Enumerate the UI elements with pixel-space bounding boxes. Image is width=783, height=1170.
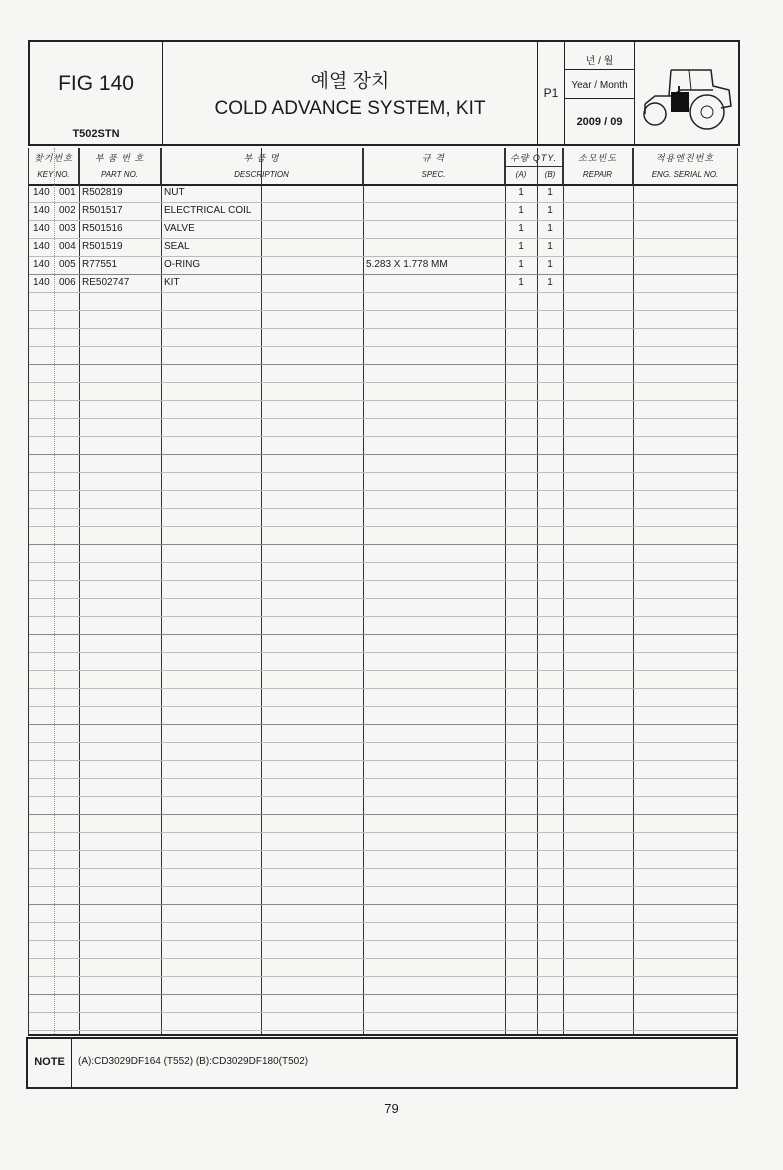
row-rule — [29, 940, 737, 941]
cell-part: R501516 — [82, 223, 123, 234]
header-part-english: PART NO. — [100, 170, 139, 179]
row-rule — [29, 580, 737, 581]
row-rule — [29, 868, 737, 869]
row-rule — [29, 400, 737, 401]
row-rule — [29, 1030, 737, 1031]
cell-qb: 1 — [547, 241, 553, 252]
table-row — [29, 238, 737, 256]
figure-title: FIG 140 — [58, 72, 134, 95]
cell-qa: 1 — [518, 259, 524, 270]
row-rule — [29, 1012, 737, 1013]
cell-qb: 1 — [547, 223, 553, 234]
row-rule — [29, 562, 737, 563]
header-qty — [505, 148, 563, 184]
header-block — [28, 40, 740, 146]
title-korean: 예열 장치 — [310, 71, 390, 92]
cell-desc: SEAL — [164, 241, 190, 252]
page-label: P1 — [543, 86, 559, 100]
cell-desc: KIT — [164, 277, 180, 288]
header-key-korean: 찾기번호 — [34, 153, 73, 163]
header-serial — [633, 148, 737, 184]
cell-item: 005 — [59, 259, 76, 270]
row-rule — [29, 616, 737, 617]
row-rule — [29, 904, 737, 905]
row-rule — [29, 850, 737, 851]
table-row — [29, 184, 737, 202]
header-spec-english: SPEC. — [421, 170, 446, 179]
row-rule — [29, 526, 737, 527]
header-spec — [363, 148, 505, 184]
header-desc-korean: 부 품 명 — [243, 153, 280, 163]
date-label-korean: 년 / 월 — [585, 56, 614, 67]
table-row — [29, 220, 737, 238]
row-rule — [29, 346, 737, 347]
header-qty-korean: 수량 QTY. — [509, 153, 558, 163]
row-rule — [29, 652, 737, 653]
header-key-english: KEY NO. — [37, 170, 70, 179]
cell-fig: 140 — [33, 241, 50, 252]
table-row — [29, 274, 737, 292]
header-serial-english: ENG. SERIAL NO. — [651, 170, 719, 179]
note-label: NOTE — [28, 1039, 72, 1087]
row-rule — [29, 886, 737, 887]
row-rule — [29, 796, 737, 797]
row-rule — [29, 958, 737, 959]
cell-fig: 140 — [33, 205, 50, 216]
cell-item: 001 — [59, 187, 76, 198]
cell-qa: 1 — [518, 277, 524, 288]
cell-qa: 1 — [518, 205, 524, 216]
cell-qb: 1 — [547, 205, 553, 216]
date-divider — [565, 69, 634, 70]
cell-part: R501517 — [82, 205, 123, 216]
row-rule — [29, 994, 737, 995]
cell-desc: NUT — [164, 187, 185, 198]
header-spec-korean: 규 격 — [422, 153, 445, 163]
header-part-korean: 부 품 번 호 — [94, 153, 145, 163]
header-repair — [563, 148, 633, 184]
cell-item: 004 — [59, 241, 76, 252]
cell-part: R77551 — [82, 259, 118, 270]
tractor-icon — [641, 56, 733, 136]
header-desc-english: DESCRIPTION — [234, 170, 289, 179]
cell-desc: ELECTRICAL COIL — [164, 205, 252, 216]
cell-spec: 5.283 X 1.778 MM — [366, 259, 448, 270]
row-rule — [29, 670, 737, 671]
header-repair-english: REPAIR — [582, 170, 613, 179]
cell-qb: 1 — [547, 259, 553, 270]
row-rule — [29, 382, 737, 383]
model-code: T502STN — [72, 128, 120, 140]
date-cell — [565, 42, 635, 144]
row-rule — [29, 724, 737, 725]
cell-qb: 1 — [547, 277, 553, 288]
header-description — [161, 148, 363, 184]
row-rule — [29, 454, 737, 455]
row-rule — [29, 310, 737, 311]
title-cell — [163, 42, 538, 144]
row-rule — [29, 832, 737, 833]
date-value: 2009 / 09 — [576, 116, 623, 128]
cell-qa: 1 — [518, 241, 524, 252]
row-rule — [29, 292, 737, 293]
header-part-no — [79, 148, 161, 184]
cell-item: 006 — [59, 277, 76, 288]
header-qty-b: (B) — [544, 170, 556, 179]
row-rule — [29, 508, 737, 509]
row-rule — [29, 418, 737, 419]
table-row — [29, 256, 737, 274]
row-rule — [29, 634, 737, 635]
row-rule — [29, 814, 737, 815]
cell-part: RE502747 — [82, 277, 130, 288]
tractor-image-cell — [635, 42, 738, 144]
row-rule — [29, 922, 737, 923]
table-row — [29, 202, 737, 220]
header-qty-a: (A) — [515, 170, 527, 179]
row-rule — [29, 544, 737, 545]
cell-item: 002 — [59, 205, 76, 216]
note-text: (A):CD3029DF164 (T552) (B):CD3029DF180(T502) — [78, 1056, 309, 1067]
figure-cell — [30, 42, 163, 144]
cell-part: R501519 — [82, 241, 123, 252]
row-rule — [29, 472, 737, 473]
row-rule — [29, 436, 737, 437]
date-label-english: Year / Month — [571, 80, 628, 91]
row-rule — [29, 328, 737, 329]
cell-fig: 140 — [33, 223, 50, 234]
cell-fig: 140 — [33, 187, 50, 198]
row-rule — [29, 976, 737, 977]
parts-table — [28, 148, 738, 1036]
title-english: COLD ADVANCE SYSTEM, KIT — [214, 98, 486, 119]
date-divider — [565, 98, 634, 99]
cell-item: 003 — [59, 223, 76, 234]
header-qty-divider — [505, 166, 562, 167]
row-rule — [29, 706, 737, 707]
row-rule — [29, 778, 737, 779]
row-rule — [29, 688, 737, 689]
cell-qb: 1 — [547, 187, 553, 198]
header-serial-korean: 적용엔진번호 — [655, 153, 715, 163]
cell-desc: O-RING — [164, 259, 201, 270]
cell-desc: VALVE — [164, 223, 195, 234]
note-box — [26, 1037, 738, 1089]
cell-qa: 1 — [518, 187, 524, 198]
row-rule — [29, 490, 737, 491]
page-number: 79 — [384, 1101, 399, 1116]
row-rule — [29, 742, 737, 743]
cell-qa: 1 — [518, 223, 524, 234]
header-repair-korean: 소모빈도 — [578, 153, 617, 163]
row-rule — [29, 598, 737, 599]
row-rule — [29, 760, 737, 761]
cell-fig: 140 — [33, 259, 50, 270]
page-cell — [538, 42, 565, 144]
cell-fig: 140 — [33, 277, 50, 288]
cell-part: R502819 — [82, 187, 123, 198]
row-rule — [29, 364, 737, 365]
